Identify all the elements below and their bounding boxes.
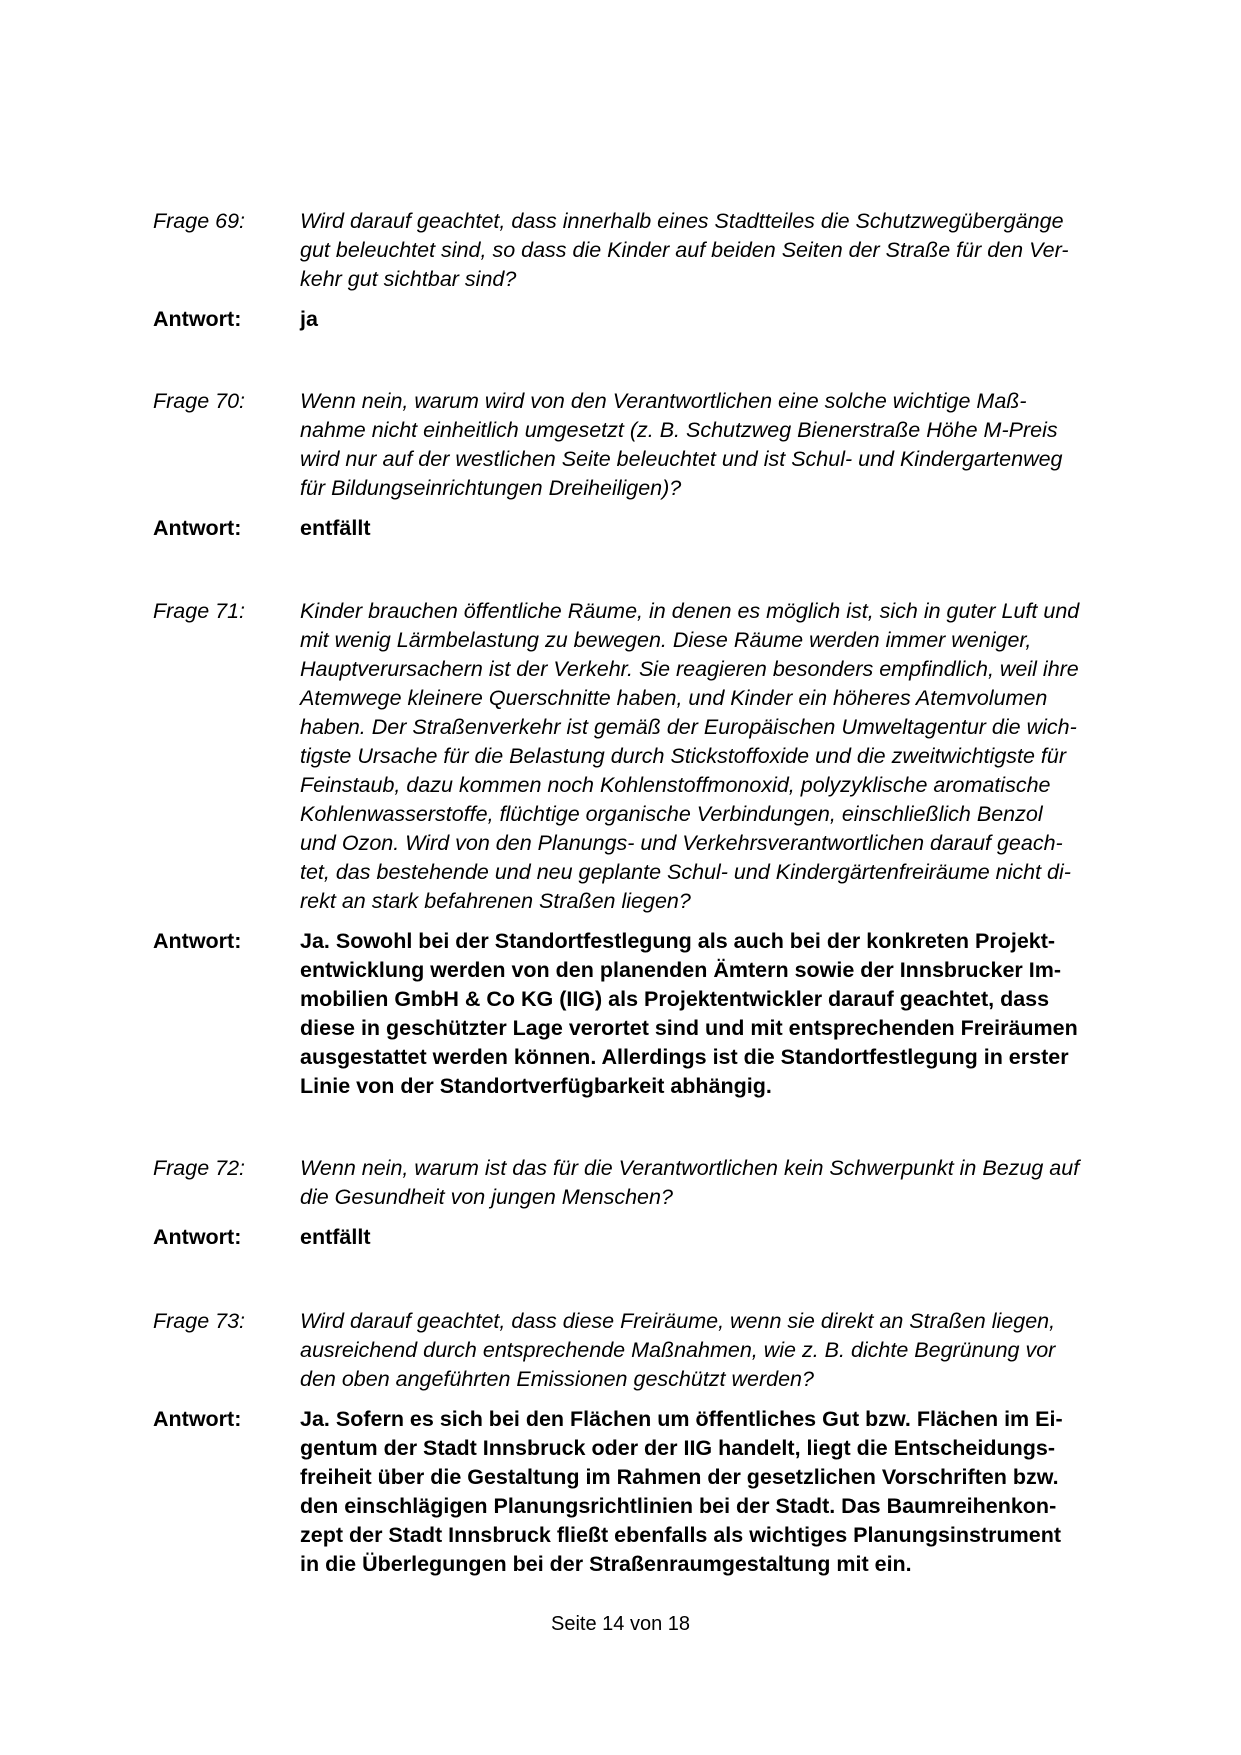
question-row	[153, 1307, 1133, 1394]
text-line: tet, das bestehende und neu geplante Schul- und Kindergärtenfreiräume nicht di-	[300, 860, 1071, 884]
text-line: zept der Stadt Innsbruck fließt ebenfalls als wichtiges Planungsinstrument	[300, 1523, 1062, 1547]
text-line: entwicklung werden von den planenden Ämtern sowie der Innsbrucker Im-	[300, 958, 1062, 982]
text-line: Ja. Sowohl bei der Standortfestlegung als auch bei der konkreten Projekt-	[300, 929, 1056, 953]
text-line: gut beleuchtet sind, so dass die Kinder auf beiden Seiten der Straße für den Ver-	[300, 238, 1069, 262]
text-line: freiheit über die Gestaltung im Rahmen der gesetzlichen Vorschriften bzw.	[300, 1465, 1059, 1489]
answer-row	[153, 927, 1133, 1101]
question-text	[300, 1154, 1133, 1212]
qa-block-72	[153, 1154, 1133, 1252]
text-line: rekt an stark befahrenen Straßen liegen?	[300, 889, 691, 913]
answer-label: Antwort:	[153, 929, 242, 953]
text-line: und Ozon. Wird von den Planungs- und Verkehrsverantwortlichen darauf geach-	[300, 831, 1063, 855]
text-line: den einschlägigen Planungsrichtlinien bei der Stadt. Das Baumreihenkon-	[300, 1494, 1057, 1518]
text-line: ausgestattet werden können. Allerdings ist die Standortfestlegung in erster	[300, 1045, 1069, 1069]
answer-row	[153, 1223, 1133, 1252]
text-line: ausreichend durch entsprechende Maßnahmen, wie z. B. dichte Begrünung vor	[300, 1338, 1056, 1362]
page-number-footer: Seite 14 von 18	[551, 1613, 690, 1635]
question-label: Frage 72:	[153, 1156, 246, 1180]
qa-block-71	[153, 597, 1133, 1101]
answer-row	[153, 305, 1133, 334]
answer-text	[300, 1405, 1133, 1579]
text-line: mit wenig Lärmbelastung zu bewegen. Diese Räume werden immer weniger,	[300, 628, 1032, 652]
text-line: Kohlenwasserstoffe, flüchtige organische Verbindungen, einschließlich Benzol	[300, 802, 1043, 826]
text-line: Wenn nein, warum wird von den Verantwortlichen eine solche wichtige Maß-	[300, 389, 1027, 413]
text-line: haben. Der Straßenverkehr ist gemäß der Europäischen Umweltagentur die wich-	[300, 715, 1077, 739]
question-text	[300, 387, 1133, 503]
text-line: Atemwege kleinere Querschnitte haben, und Kinder ein höheres Atemvolumen	[300, 686, 1048, 710]
text-line: Hauptverursachern ist der Verkehr. Sie reagieren besonders empfindlich, weil ihre	[300, 657, 1079, 681]
question-text	[300, 207, 1133, 294]
answer-label: Antwort:	[153, 1225, 242, 1249]
qa-block-69	[153, 207, 1133, 334]
text-line: den oben angeführten Emissionen geschützt werden?	[300, 1367, 814, 1391]
text-line: Wird darauf geachtet, dass diese Freiräume, wenn sie direkt an Straßen liegen,	[300, 1309, 1056, 1333]
text-line: Wird darauf geachtet, dass innerhalb eines Stadtteiles die Schutzwegübergänge	[300, 209, 1064, 233]
text-line: Kinder brauchen öffentliche Räume, in denen es möglich ist, sich in guter Luft und	[300, 599, 1080, 623]
text-line: Ja. Sofern es sich bei den Flächen um öffentliches Gut bzw. Flächen im Ei-	[300, 1407, 1063, 1431]
answer-text	[300, 927, 1133, 1101]
text-line: nahme nicht einheitlich umgesetzt (z. B. Schutzweg Bienerstraße Höhe M-Preis	[300, 418, 1058, 442]
answer-row	[153, 1405, 1133, 1579]
text-line: Linie von der Standortverfügbarkeit abhängig.	[300, 1074, 772, 1098]
question-label: Frage 71:	[153, 599, 246, 623]
question-label: Frage 70:	[153, 389, 246, 413]
question-label: Frage 73:	[153, 1309, 246, 1333]
question-text	[300, 597, 1133, 916]
answer-text	[300, 1223, 1133, 1252]
answer-text	[300, 514, 1133, 543]
text-line: entfällt	[300, 1225, 371, 1249]
answer-label: Antwort:	[153, 307, 242, 331]
answer-label: Antwort:	[153, 516, 242, 540]
question-row	[153, 597, 1133, 916]
question-text	[300, 1307, 1133, 1394]
text-line: tigste Ursache für die Belastung durch Stickstoffoxide und die zweitwichtigste für	[300, 744, 1067, 768]
question-label: Frage 69:	[153, 209, 246, 233]
answer-text	[300, 305, 1133, 334]
question-row	[153, 1154, 1133, 1212]
qa-block-70	[153, 387, 1133, 543]
answer-label: Antwort:	[153, 1407, 242, 1431]
text-line: Wenn nein, warum ist das für die Verantwortlichen kein Schwerpunkt in Bezug auf	[300, 1156, 1080, 1180]
question-row	[153, 207, 1133, 294]
text-line: kehr gut sichtbar sind?	[300, 267, 517, 291]
text-line: entfällt	[300, 516, 371, 540]
text-line: die Gesundheit von jungen Menschen?	[300, 1185, 673, 1209]
text-line: in die Überlegungen bei der Straßenraumgestaltung mit ein.	[300, 1552, 912, 1576]
qa-block-73	[153, 1307, 1133, 1579]
answer-row	[153, 514, 1133, 543]
question-row	[153, 387, 1133, 503]
text-line: diese in geschützter Lage verortet sind und mit entsprechenden Freiräumen	[300, 1016, 1078, 1040]
text-line: wird nur auf der westlichen Seite beleuchtet und ist Schul- und Kindergartenweg	[300, 447, 1063, 471]
text-line: mobilien GmbH & Co KG (IIG) als Projektentwickler darauf geachtet, dass	[300, 987, 1050, 1011]
text-line: ja	[300, 307, 318, 331]
text-line: gentum der Stadt Innsbruck oder der IIG handelt, liegt die Entscheidungs-	[300, 1436, 1055, 1460]
text-line: Feinstaub, dazu kommen noch Kohlenstoffmonoxid, polyzyklische aromatische	[300, 773, 1051, 797]
text-line: für Bildungseinrichtungen Dreiheiligen)?	[300, 476, 682, 500]
